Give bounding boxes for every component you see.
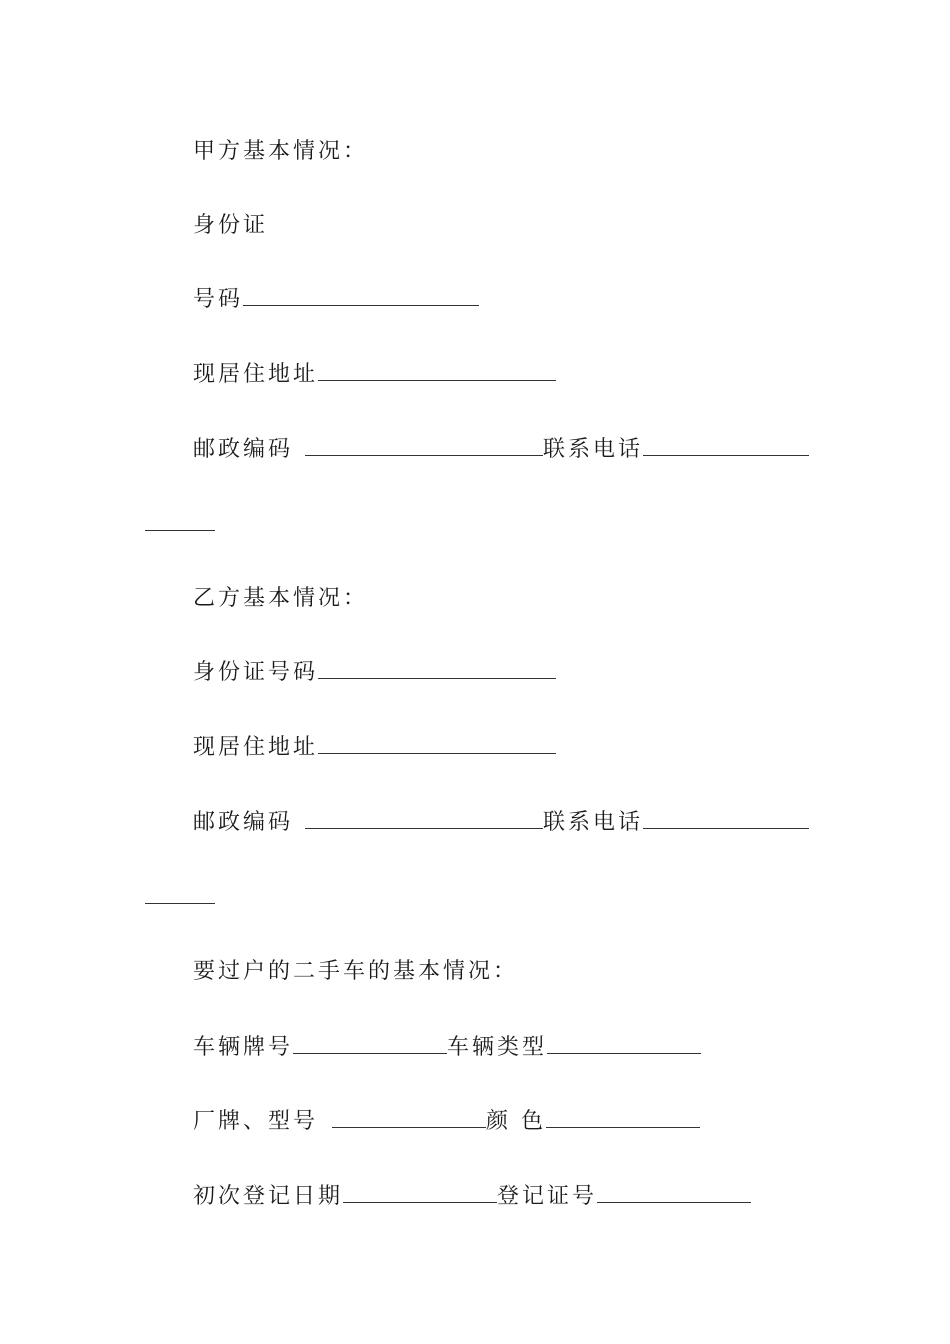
vehicle-brand-field[interactable]	[332, 1107, 486, 1128]
vehicle-color-label: 颜 色	[486, 1109, 547, 1134]
vehicle-plate-label: 车辆牌号	[193, 1035, 294, 1060]
vehicle-registration-row	[193, 1182, 751, 1212]
vehicle-reg-no-field[interactable]	[597, 1182, 751, 1203]
party-a-contact-row	[193, 435, 809, 465]
party-a-id-field[interactable]	[243, 285, 479, 306]
vehicle-brand-row	[193, 1107, 700, 1137]
party-b-address-label: 现居住地址	[193, 735, 319, 760]
party-a-address-label: 现居住地址	[193, 362, 319, 387]
party-b-address-row	[193, 733, 556, 763]
party-b-address-field[interactable]	[318, 733, 556, 754]
party-a-phone-field-continuation	[145, 510, 215, 540]
vehicle-plate-field[interactable]	[293, 1033, 447, 1054]
vehicle-plate-row	[193, 1033, 701, 1063]
party-a-address-row	[193, 360, 556, 390]
party-b-phone-field-wrap[interactable]	[145, 883, 215, 904]
party-b-phone-field[interactable]	[643, 808, 809, 829]
party-b-postcode-label: 邮政编码	[193, 810, 294, 835]
vehicle-color-field[interactable]	[546, 1107, 700, 1128]
party-b-phone-label: 联系电话	[543, 810, 644, 835]
vehicle-brand-label: 厂牌、型号	[193, 1109, 319, 1134]
vehicle-reg-date-field[interactable]	[343, 1182, 497, 1203]
party-b-contact-row	[193, 808, 809, 838]
party-b-phone-field-continuation	[145, 883, 215, 913]
party-a-phone-field-wrap[interactable]	[145, 510, 215, 531]
party-a-phone-label: 联系电话	[543, 437, 644, 462]
party-a-heading: 甲方基本情况：	[193, 139, 369, 164]
party-a-id-label-line2: 号码	[193, 287, 244, 312]
vehicle-reg-date-label: 初次登记日期	[193, 1184, 344, 1209]
vehicle-reg-no-label: 登记证号	[497, 1184, 598, 1209]
party-b-id-field[interactable]	[318, 658, 556, 679]
vehicle-type-field[interactable]	[547, 1033, 701, 1054]
party-a-postcode-label: 邮政编码	[193, 437, 294, 462]
party-b-id-row	[193, 658, 556, 688]
party-a-phone-field[interactable]	[643, 435, 809, 456]
party-a-id-label-line1: 身份证	[193, 213, 269, 238]
party-a-id-row	[193, 285, 479, 315]
vehicle-type-label: 车辆类型	[447, 1035, 548, 1060]
vehicle-heading: 要过户的二手车的基本情况：	[193, 959, 519, 984]
party-a-address-field[interactable]	[318, 360, 556, 381]
party-b-heading: 乙方基本情况：	[193, 586, 369, 611]
party-a-postcode-field[interactable]	[305, 435, 543, 456]
party-b-postcode-field[interactable]	[305, 808, 543, 829]
party-b-id-label: 身份证号码	[193, 660, 319, 685]
